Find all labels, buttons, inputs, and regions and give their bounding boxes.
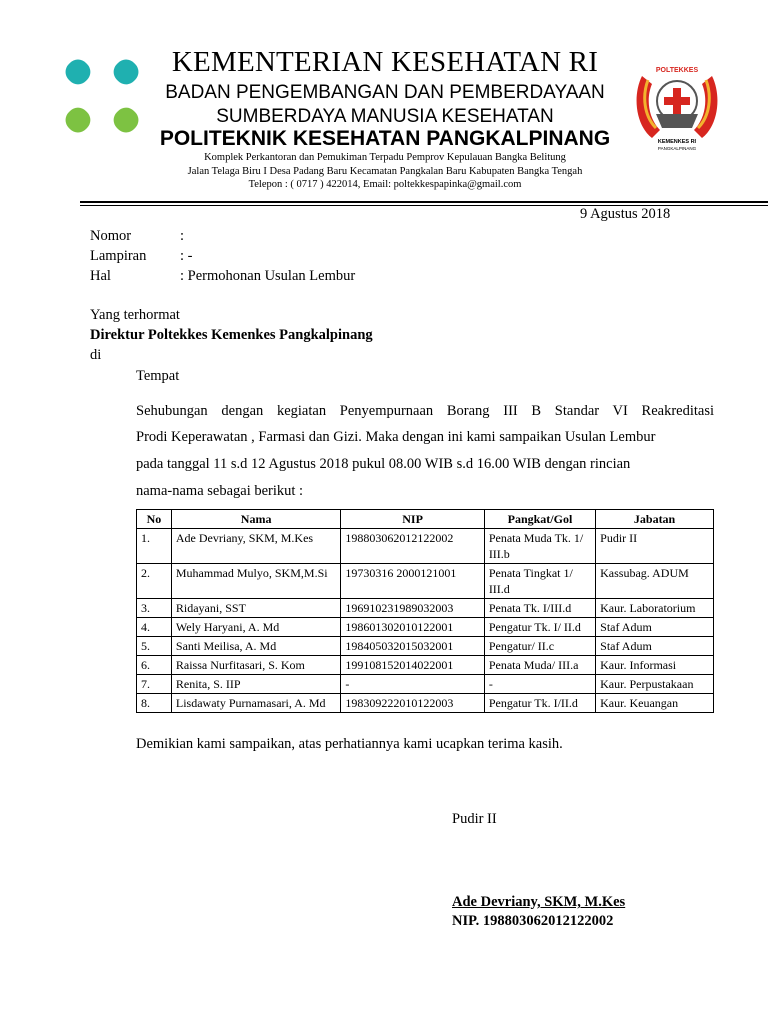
table-row — [137, 675, 714, 694]
header-nip: NIP — [341, 510, 484, 529]
cell-pangkat: Pengatur/ II.c — [484, 637, 595, 656]
header-nama: Nama — [171, 510, 341, 529]
cell-jabatan: Kaur. Informasi — [596, 656, 714, 675]
cell-pangkat: - — [484, 675, 595, 694]
cell-no: 8. — [137, 694, 172, 713]
meta-nomor-label: Nomor — [90, 228, 132, 244]
cell-jabatan: Staf Adum — [596, 637, 714, 656]
ministry-title: KEMENTERIAN KESEHATAN RI — [171, 46, 599, 78]
table-row — [137, 694, 714, 713]
cell-nama: Renita, S. IIP — [171, 675, 341, 694]
cell-pangkat: Penata Tingkat 1/ III.d — [484, 564, 595, 599]
cell-pangkat: Penata Muda Tk. 1/ III.b — [484, 529, 595, 564]
address-line1: Komplek Perkantoran dan Pemukiman Terpadu Pemprov Kepulauan Bangka Belitung — [204, 152, 566, 163]
address-line2: Jalan Telaga Biru I Desa Padang Baru Kecamatan Pangkalan Baru Kabupaten Bangka Tengah — [187, 166, 583, 177]
cell-pangkat: Penata Tk. I/III.d — [484, 599, 595, 618]
logo-petal-right — [109, 103, 143, 137]
header-rule-thick — [80, 201, 768, 203]
cell-no: 5. — [137, 637, 172, 656]
cell-nip: 198405032015032001 — [341, 637, 484, 656]
cell-no: 1. — [137, 529, 172, 564]
signer-name: Ade Devriany, SKM, M.Kes — [452, 894, 626, 910]
address-line3: Telepon : ( 0717 ) 422014, Email: poltekkespapinka@gmail.com — [248, 179, 522, 190]
paragraph-line-2: Prodi Keperawatan , Farmasi dan Gizi. Maka dengan ini kami sampaikan Usulan Lembur — [136, 429, 656, 445]
table-row — [137, 529, 714, 564]
poltekkes-seal — [632, 56, 722, 156]
header-pangkat: Pangkat/Gol — [484, 510, 595, 529]
staff-table — [136, 509, 714, 713]
paragraph-line-3: pada tanggal 11 s.d 12 Agustus 2018 pukul 08.00 WIB s.d 16.00 WIB dengan rincian — [136, 456, 631, 472]
cell-pangkat: Pengatur Tk. I/ II.d — [484, 618, 595, 637]
header-jabatan: Jabatan — [596, 510, 714, 529]
cell-no: 4. — [137, 618, 172, 637]
salutation: Yang terhormat — [90, 307, 180, 323]
signer-nip: NIP. 198803062012122002 — [452, 913, 614, 929]
cell-nama: Muhammad Mulyo, SKM,M.Si — [171, 564, 341, 599]
cell-pangkat: Penata Muda/ III.a — [484, 656, 595, 675]
cell-no: 2. — [137, 564, 172, 599]
agency-line1: BADAN PENGEMBANGAN DAN PEMBERDAYAAN — [165, 82, 605, 103]
seal-text-bottom1: KEMENKES RI — [657, 139, 697, 145]
seal-text-bottom2: PANGKALPINANG — [657, 146, 697, 151]
cell-nip: 196910231989032003 — [341, 599, 484, 618]
cell-jabatan: Kaur. Perpustakaan — [596, 675, 714, 694]
cell-no: 6. — [137, 656, 172, 675]
cell-no: 7. — [137, 675, 172, 694]
agency-line2: SUMBERDAYA MANUSIA KESEHATAN — [216, 106, 554, 127]
cell-jabatan: Staf Adum — [596, 618, 714, 637]
table-row — [137, 637, 714, 656]
institution-name: POLITEKNIK KESEHATAN PANGKALPINANG — [159, 127, 611, 150]
table-row — [137, 564, 714, 599]
cell-nip: 198309222010122003 — [341, 694, 484, 713]
table-row — [137, 618, 714, 637]
cell-no: 3. — [137, 599, 172, 618]
recipient: Direktur Poltekkes Kemenkes Pangkalpinang — [90, 327, 373, 343]
cell-nip: 19730316 2000121001 — [341, 564, 484, 599]
cell-pangkat: Pengatur Tk. I/II.d — [484, 694, 595, 713]
place-text: Tempat — [136, 368, 180, 384]
paragraph-line-4: nama-nama sebagai berikut : — [136, 483, 304, 499]
cell-nip: 198803062012122002 — [341, 529, 484, 564]
meta-hal-label: Hal — [90, 268, 111, 284]
table-row — [137, 599, 714, 618]
meta-lampiran-label: Lampiran — [90, 248, 147, 264]
cell-nip: 199108152014022001 — [341, 656, 484, 675]
seal-text-top: POLTEKKES — [655, 67, 699, 74]
cell-jabatan: Kassubag. ADUM — [596, 564, 714, 599]
logo-petal-left — [61, 55, 95, 89]
cell-jabatan: Pudir II — [596, 529, 714, 564]
meta-nomor-value: : — [180, 228, 185, 244]
meta-lampiran-value: : - — [180, 248, 193, 264]
meta-hal-value: : Permohonan Usulan Lembur — [180, 268, 356, 284]
table-row — [137, 656, 714, 675]
closing-text: Demikian kami sampaikan, atas perhatiannya kami ucapkan terima kasih. — [136, 736, 563, 752]
letter-date: 9 Agustus 2018 — [580, 206, 671, 222]
paragraph-line-1: Sehubungan dengan kegiatan Penyempurnaan Borang III B Standar VI Reakreditasi — [136, 403, 714, 419]
table-header-row — [137, 510, 714, 529]
logo-petal-top — [109, 55, 143, 89]
kemenkes-logo — [52, 46, 152, 146]
cell-nama: Raissa Nurfitasari, S. Kom — [171, 656, 341, 675]
di-text: di — [90, 347, 102, 363]
cell-nama: Wely Haryani, A. Md — [171, 618, 341, 637]
signer-title: Pudir II — [452, 811, 497, 827]
cell-nama: Santi Meilisa, A. Md — [171, 637, 341, 656]
cell-jabatan: Kaur. Laboratorium — [596, 599, 714, 618]
cell-nip: - — [341, 675, 484, 694]
logo-petal-bottom — [61, 103, 95, 137]
cell-nama: Ade Devriany, SKM, M.Kes — [171, 529, 341, 564]
cell-jabatan: Kaur. Keuangan — [596, 694, 714, 713]
cell-nama: Ridayani, SST — [171, 599, 341, 618]
cell-nama: Lisdawaty Purnamasari, A. Md — [171, 694, 341, 713]
header-no: No — [137, 510, 172, 529]
cell-nip: 198601302010122001 — [341, 618, 484, 637]
